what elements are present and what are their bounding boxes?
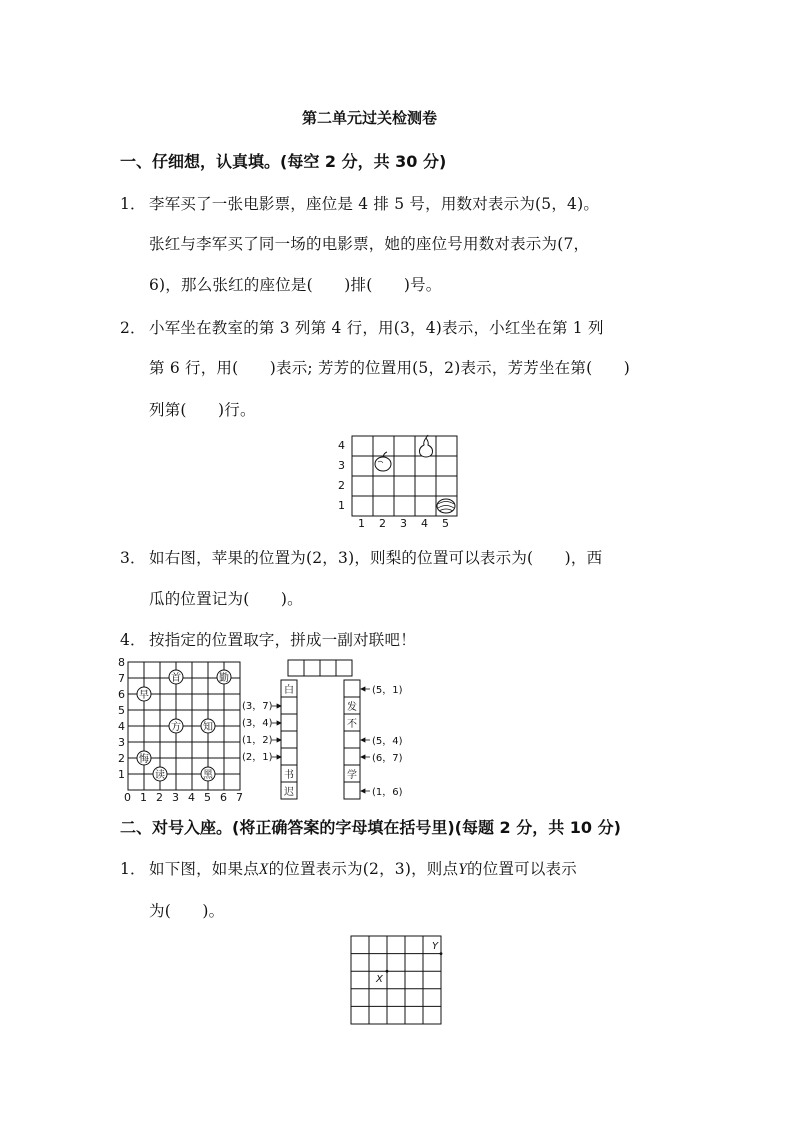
question-1-line-2: 张红与李军买了同一场的电影票，她的座位号用数对表示为(7， — [149, 235, 590, 253]
svg-text:读: 读 — [155, 770, 165, 781]
fruit-grid-x-label: 3 — [400, 517, 407, 530]
svg-text:悔: 悔 — [139, 754, 149, 765]
circled-character — [153, 767, 167, 781]
couplet-right-coord: (5，4) — [372, 736, 403, 747]
character-grid-x-label: 5 — [204, 791, 211, 804]
couplet-right-char: 发 — [347, 702, 357, 713]
character-grid-x-label: 4 — [188, 791, 195, 804]
circled-character — [201, 719, 215, 733]
section-2-question-1-line-1: 如下图，如果点X的位置表示为(2，3)，则点Y的位置可以表示 — [149, 860, 577, 878]
fruit-grid-y-label: 2 — [338, 479, 345, 492]
fruit-grid-y-label: 1 — [338, 499, 345, 512]
character-grid-x-label: 3 — [172, 791, 179, 804]
circled-character — [201, 767, 215, 781]
apple-icon — [375, 452, 391, 471]
character-grid-y-label: 4 — [118, 720, 125, 733]
svg-text:方: 方 — [171, 722, 181, 733]
couplet-right-coord: (1，6) — [372, 787, 403, 798]
character-grid-y-label: 6 — [118, 688, 125, 701]
character-grid-x-label: 7 — [236, 791, 243, 804]
couplet-top-boxes — [288, 660, 352, 676]
svg-text:早: 早 — [139, 690, 149, 701]
character-grid-x-label: 6 — [220, 791, 227, 804]
circled-character — [169, 719, 183, 733]
watermelon-icon — [437, 499, 455, 513]
fruit-grid-x-label: 2 — [379, 517, 386, 530]
character-grid-x-label: 2 — [156, 791, 163, 804]
pear-icon — [420, 435, 433, 457]
circled-character — [137, 751, 151, 765]
point-y-marker — [440, 952, 443, 955]
character-grid-y-label: 5 — [118, 704, 125, 717]
point-x-marker — [386, 970, 389, 973]
character-grid-y-label: 3 — [118, 736, 125, 749]
couplet-right-char: 学 — [347, 770, 357, 781]
question-2-line-1: 小军坐在教室的第 3 列第 4 行，用(3，4)表示，小红坐在第 1 列 — [149, 319, 604, 337]
couplet-right-arrows — [361, 687, 370, 793]
couplet-left-arrows — [272, 704, 281, 759]
couplet-left-coord: (3，7) — [242, 701, 273, 712]
question-3-line-2: 瓜的位置记为( )。 — [149, 590, 303, 608]
couplet-left-char: 迟 — [284, 787, 294, 798]
character-grid-y-label: 2 — [118, 752, 125, 765]
question-1-number: 1． — [120, 195, 146, 213]
question-3-number: 3． — [120, 549, 146, 567]
character-grid-figure — [112, 654, 248, 804]
character-grid-y-label: 7 — [118, 672, 125, 685]
couplet-left-coord: (2，1) — [242, 752, 273, 763]
question-1-line-1: 李军买了一张电影票，座位是 4 排 5 号，用数对表示为(5，4)。 — [149, 195, 600, 213]
couplet-right-char: 不 — [347, 719, 357, 730]
circled-character — [169, 670, 183, 684]
character-grid-x-label: 0 — [124, 791, 131, 804]
svg-text:知: 知 — [203, 722, 213, 733]
section-2-question-1-line-2: 为( )。 — [149, 902, 225, 920]
point-x-label: X — [376, 974, 383, 985]
character-grid-y-label: 1 — [118, 768, 125, 781]
couplet-boxes-figure — [236, 655, 412, 801]
svg-text:首: 首 — [171, 673, 181, 684]
circled-character — [137, 687, 151, 701]
section-2-heading: 二、对号入座。(将正确答案的字母填在括号里)(每题 2 分，共 10 分) — [120, 818, 621, 837]
couplet-left-coord: (1，2) — [242, 735, 273, 746]
couplet-left-coord: (3，4) — [242, 718, 273, 729]
point-y-label: Y — [432, 941, 439, 952]
fruit-grid-x-label: 1 — [358, 517, 365, 530]
question-2-line-3: 列第( )行。 — [149, 401, 256, 419]
fruit-grid-y-label: 3 — [338, 459, 345, 472]
question-4-line-1: 按指定的位置取字，拼成一副对联吧！ — [149, 631, 416, 649]
question-1-line-3: 6)，那么张红的座位是( )排( )号。 — [149, 276, 442, 294]
svg-text:黑: 黑 — [203, 770, 213, 781]
character-grid-y-label: 8 — [118, 656, 125, 669]
question-3-line-1: 如右图，苹果的位置为(2，3)，则梨的位置可以表示为( )，西 — [149, 549, 603, 567]
question-2-number: 2． — [120, 319, 146, 337]
question-4-number: 4． — [120, 631, 146, 649]
couplet-left-column — [281, 680, 297, 799]
couplet-right-coord: (6，7) — [372, 753, 403, 764]
couplet-left-char: 书 — [284, 770, 294, 781]
circled-character — [217, 670, 231, 684]
couplet-right-coord: (5，1) — [372, 685, 403, 696]
fruit-grid-y-label: 4 — [338, 439, 345, 452]
fruit-grid-x-label: 4 — [421, 517, 428, 530]
character-grid-x-label: 1 — [140, 791, 147, 804]
fruit-grid-x-label: 5 — [442, 517, 449, 530]
couplet-left-char: 白 — [284, 685, 294, 696]
page-title: 第二单元过关检测卷 — [302, 109, 438, 127]
xy-grid-figure — [346, 932, 446, 1028]
section-2-question-1-number: 1． — [120, 860, 146, 878]
fruit-grid-figure — [330, 430, 470, 530]
section-1-heading: 一、仔细想，认真填。(每空 2 分，共 30 分) — [120, 152, 447, 171]
couplet-right-column — [344, 680, 360, 799]
svg-text:勤: 勤 — [219, 673, 229, 684]
question-2-line-2: 第 6 行，用( )表示; 芳芳的位置用(5，2)表示，芳芳坐在第( ) — [149, 359, 630, 377]
xy-grid-lines — [351, 936, 441, 1024]
